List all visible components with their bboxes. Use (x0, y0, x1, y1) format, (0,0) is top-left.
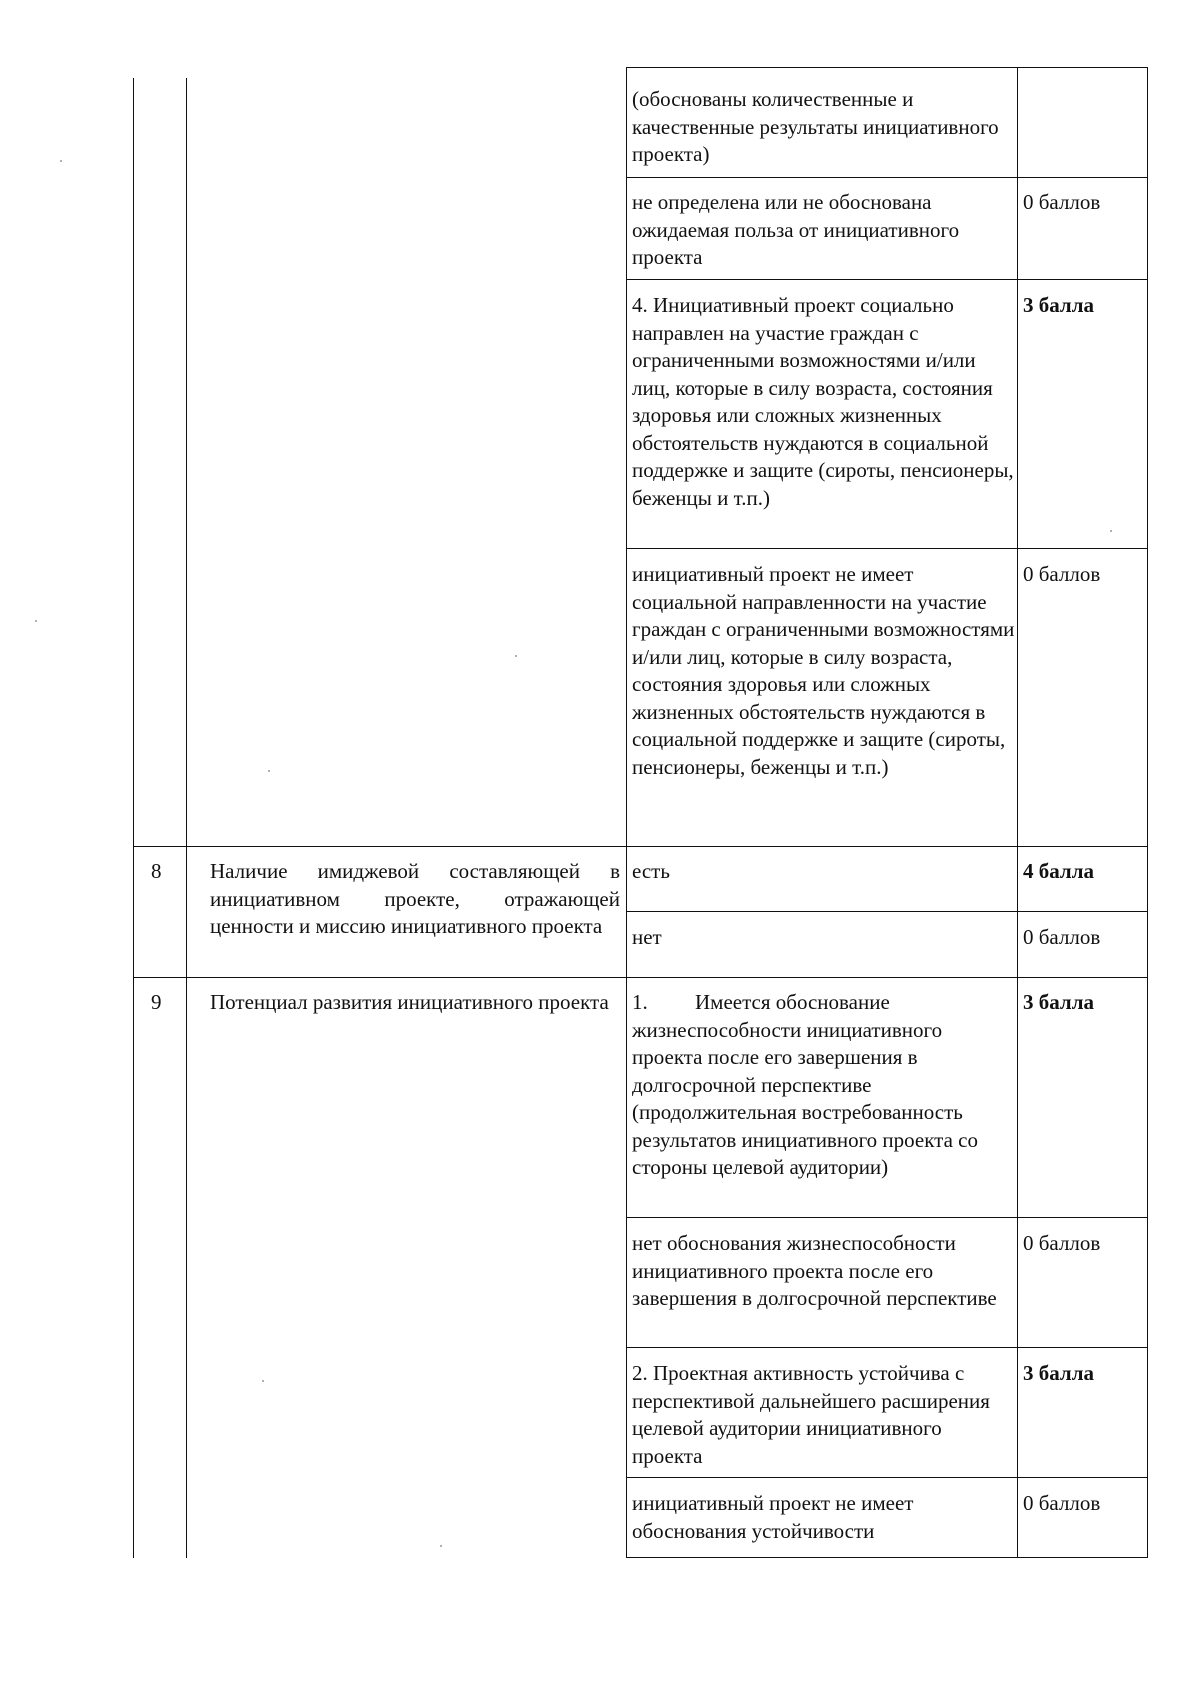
option-cell: 4. Инициативный проект социально направлен на участие граждан с ограниченными возможностями и/или лиц, которые в силу возраста, состояния здоровья или сложных жизненных обстоятельств нуждаются в социальной поддержке и защите (сироты, пенсионеры, беженцы и т.п.) (632, 293, 1014, 510)
scan-speck (515, 655, 517, 657)
table-border-right (1147, 67, 1148, 1558)
option-cell: 1. Имеется обоснование жизнеспособности инициативного проекта после его завершения в долгосрочной перспективе (продолжительная востребованность результатов инициативного проекта со стороны целевой аудитории) (632, 990, 978, 1179)
row-divider (133, 846, 1148, 847)
row-divider (626, 548, 1148, 549)
scan-speck (35, 620, 37, 622)
table-border-left (133, 78, 134, 1558)
scan-speck (262, 1380, 264, 1382)
row-divider (626, 1217, 1148, 1218)
criterion-cell: Потенциал развития инициативного проекта (210, 990, 609, 1014)
table-border-points (1017, 67, 1018, 1558)
option-cell: не определена или не обоснована ожидаемая польза от инициативного проекта (632, 190, 960, 269)
row-divider (626, 1477, 1148, 1478)
points-cell: 3 балла (1023, 990, 1094, 1014)
option-cell: нет обоснования жизнеспособности инициативного проекта после его завершения в долгосрочной перспективе (632, 1231, 997, 1310)
criterion-cell: Наличие имиджевой составляющей в инициативном проекте, отражающей ценности и миссию инициативного проекта (210, 859, 620, 938)
points-cell: 0 баллов (1023, 562, 1101, 586)
scan-speck (268, 770, 270, 772)
scan-speck (60, 160, 62, 162)
row-divider (133, 977, 1148, 978)
points-cell: 3 балла (1023, 1361, 1094, 1385)
points-cell: 3 балла (1023, 293, 1094, 317)
row-divider (626, 1347, 1148, 1348)
table-border-num (186, 78, 187, 1558)
table-border-bottom (626, 1557, 1148, 1558)
table-border-top (626, 67, 1148, 68)
option-cell: инициативный проект не имеет обоснования устойчивости (632, 1491, 914, 1543)
points-cell: 0 баллов (1023, 190, 1101, 214)
points-cell: 0 баллов (1023, 1491, 1101, 1515)
points-cell: 4 балла (1023, 859, 1094, 883)
option-cell: 2. Проектная активность устойчива с перспективой дальнейшего расширения целевой аудитории инициативного проекта (632, 1361, 990, 1468)
row-divider (626, 177, 1148, 178)
row-divider (626, 279, 1148, 280)
row-divider (626, 911, 1148, 912)
option-cell: есть (632, 859, 670, 883)
row-number: 9 (151, 990, 162, 1014)
points-cell: 0 баллов (1023, 1231, 1101, 1255)
option-cell: нет (632, 925, 662, 949)
scan-speck (440, 1545, 442, 1547)
scan-speck (1110, 530, 1112, 532)
table-border-criterion (626, 67, 627, 1558)
option-cell: (обоснованы количественные и качественные результаты инициативного проекта) (632, 87, 999, 166)
points-cell: 0 баллов (1023, 925, 1101, 949)
option-cell: инициативный проект не имеет социальной направленности на участие граждан с ограниченными возможностями и/или лиц, которые в силу возраста, состояния здоровья или сложных жизненных обстоятельств нуждаются в социальной поддержке и защите (сироты, пенсионеры, беженцы и т.п.) (632, 562, 1015, 779)
row-number: 8 (151, 859, 162, 883)
